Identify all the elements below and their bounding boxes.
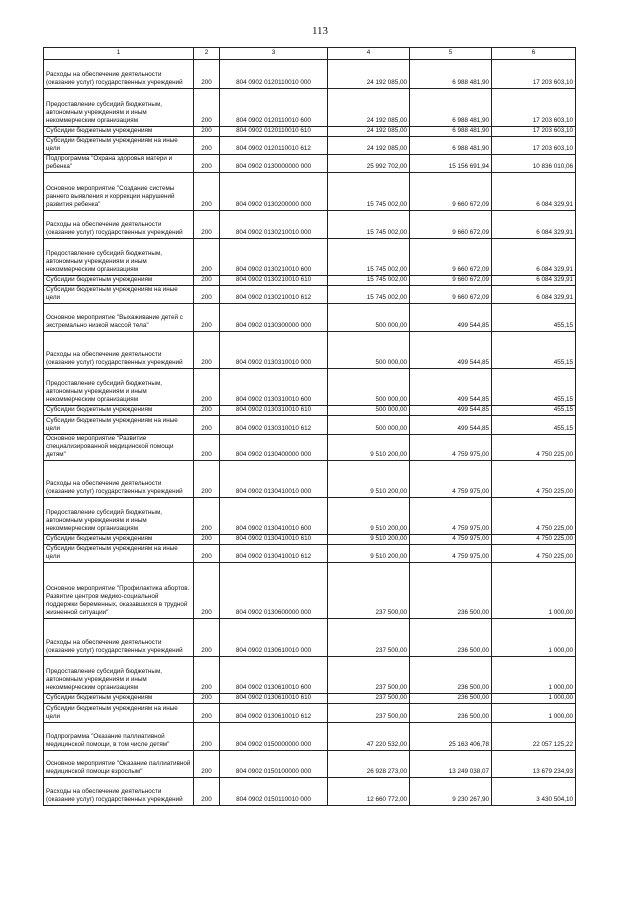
- table-row: [44, 60, 576, 89]
- row-value-6-cell: 455,15: [492, 332, 576, 369]
- column-header: 3: [220, 48, 328, 60]
- row-value-6-cell: 4 750 225,00: [492, 461, 576, 498]
- row-value-6-cell: 17 203 603,10: [492, 89, 576, 127]
- row-value-6-cell: 1 000,00: [492, 563, 576, 619]
- row-kbk-cell: 804 0902 0130610010 000: [220, 619, 328, 657]
- table-row: [44, 694, 576, 704]
- row-code-cell: 200: [194, 332, 220, 369]
- row-name-cell: Предоставление субсидий бюджетным, автономным учреждениям и иным некоммерческим организациям: [44, 239, 194, 276]
- row-code-cell: 200: [194, 60, 220, 89]
- column-header: 5: [410, 48, 492, 60]
- row-code-cell: 200: [194, 127, 220, 137]
- row-value-4-cell: 15 745 002,00: [328, 286, 410, 304]
- row-value-5-cell: 236 500,00: [410, 657, 492, 694]
- row-value-6-cell: 4 750 225,00: [492, 435, 576, 461]
- row-value-5-cell: 236 500,00: [410, 563, 492, 619]
- row-kbk-cell: 804 0902 0130410010 000: [220, 461, 328, 498]
- row-code-cell: 200: [194, 461, 220, 498]
- table-row: [44, 545, 576, 563]
- row-code-cell: 200: [194, 694, 220, 704]
- row-value-4-cell: 15 745 002,00: [328, 211, 410, 239]
- row-kbk-cell: 804 0902 0130410010 610: [220, 535, 328, 545]
- row-kbk-cell: 804 0902 0120110010 600: [220, 89, 328, 127]
- row-value-4-cell: 500 000,00: [328, 369, 410, 406]
- row-value-4-cell: 237 500,00: [328, 704, 410, 723]
- row-value-4-cell: 47 220 532,00: [328, 723, 410, 751]
- table-row: [44, 619, 576, 657]
- row-value-6-cell: 17 203 603,10: [492, 137, 576, 155]
- page-number: 113: [311, 25, 329, 37]
- row-value-5-cell: 25 163 406,78: [410, 723, 492, 751]
- row-code-cell: 200: [194, 498, 220, 535]
- row-name-cell: Основное мероприятие "Создание системы раннего выявления и коррекции нарушений развития ребенка": [44, 173, 194, 211]
- column-header: 2: [194, 48, 220, 60]
- row-code-cell: 200: [194, 276, 220, 286]
- row-code-cell: 200: [194, 211, 220, 239]
- row-kbk-cell: 804 0902 0130610010 612: [220, 704, 328, 723]
- row-name-cell: Подпрограмма "Оказание паллиативной медицинской помощи, в том числе детям": [44, 723, 194, 751]
- row-code-cell: 200: [194, 435, 220, 461]
- row-kbk-cell: 804 0902 0150110010 000: [220, 778, 328, 806]
- row-name-cell: Подпрограмма "Охрана здоровья матери и ребенка": [44, 155, 194, 173]
- row-value-5-cell: 4 759 975,00: [410, 435, 492, 461]
- table-row: [44, 239, 576, 276]
- row-value-4-cell: 9 510 200,00: [328, 535, 410, 545]
- row-kbk-cell: 804 0902 0130000000 000: [220, 155, 328, 173]
- row-value-6-cell: 6 084 329,91: [492, 239, 576, 276]
- row-value-5-cell: 6 988 481,90: [410, 89, 492, 127]
- row-kbk-cell: 804 0902 0130610010 610: [220, 694, 328, 704]
- row-value-5-cell: 9 660 672,09: [410, 276, 492, 286]
- row-name-cell: Субсидии бюджетным учреждениям: [44, 406, 194, 416]
- row-value-4-cell: 24 192 085,00: [328, 89, 410, 127]
- row-value-6-cell: 4 750 225,00: [492, 535, 576, 545]
- row-value-5-cell: 4 759 975,00: [410, 545, 492, 563]
- row-kbk-cell: 804 0902 0130610010 600: [220, 657, 328, 694]
- row-value-5-cell: 499 544,85: [410, 304, 492, 332]
- row-value-4-cell: 24 192 085,00: [328, 127, 410, 137]
- table-row: [44, 704, 576, 723]
- row-code-cell: 200: [194, 778, 220, 806]
- row-value-5-cell: 9 230 267,90: [410, 778, 492, 806]
- row-kbk-cell: 804 0902 0130400000 000: [220, 435, 328, 461]
- row-value-4-cell: 25 992 702,00: [328, 155, 410, 173]
- table-row: [44, 304, 576, 332]
- row-value-4-cell: 24 192 085,00: [328, 60, 410, 89]
- row-kbk-cell: 804 0902 0150100000 000: [220, 751, 328, 778]
- table-row: [44, 563, 576, 619]
- table-row: [44, 435, 576, 461]
- table-row: [44, 723, 576, 751]
- row-value-5-cell: 499 544,85: [410, 332, 492, 369]
- row-value-4-cell: 15 745 002,00: [328, 173, 410, 211]
- row-value-5-cell: 499 544,85: [410, 416, 492, 435]
- table-row: [44, 276, 576, 286]
- row-name-cell: Субсидии бюджетным учреждениям на иные цели: [44, 416, 194, 435]
- row-kbk-cell: 804 0902 0120110010 612: [220, 137, 328, 155]
- row-kbk-cell: 804 0902 0130210010 610: [220, 276, 328, 286]
- row-value-6-cell: 6 084 329,91: [492, 286, 576, 304]
- table-row: [44, 89, 576, 127]
- table-row: [44, 461, 576, 498]
- row-kbk-cell: 804 0902 0120110010 610: [220, 127, 328, 137]
- row-name-cell: Предоставление субсидий бюджетным, автономным учреждениям и иным некоммерческим организациям: [44, 369, 194, 406]
- row-name-cell: Предоставление субсидий бюджетным, автономным учреждениям и иным некоммерческим организациям: [44, 498, 194, 535]
- row-value-4-cell: 500 000,00: [328, 416, 410, 435]
- row-kbk-cell: 804 0902 0130410010 612: [220, 545, 328, 563]
- row-value-6-cell: 455,15: [492, 416, 576, 435]
- row-value-6-cell: 6 084 329,91: [492, 276, 576, 286]
- table-row: [44, 406, 576, 416]
- table-header-row: [44, 48, 576, 60]
- row-value-6-cell: 455,15: [492, 304, 576, 332]
- row-value-4-cell: 9 510 200,00: [328, 461, 410, 498]
- row-value-6-cell: 3 430 504,10: [492, 778, 576, 806]
- row-code-cell: 200: [194, 173, 220, 211]
- row-code-cell: 200: [194, 239, 220, 276]
- row-name-cell: Субсидии бюджетным учреждениям на иные цели: [44, 545, 194, 563]
- row-value-4-cell: 15 745 002,00: [328, 239, 410, 276]
- row-name-cell: Основное мероприятие "Развитие специализированной медицинской помощи детям": [44, 435, 194, 461]
- row-code-cell: 200: [194, 304, 220, 332]
- row-code-cell: 200: [194, 535, 220, 545]
- row-value-4-cell: 500 000,00: [328, 332, 410, 369]
- row-value-5-cell: 4 759 975,00: [410, 535, 492, 545]
- row-value-5-cell: 236 500,00: [410, 619, 492, 657]
- row-value-6-cell: 17 203 603,10: [492, 60, 576, 89]
- row-value-6-cell: 22 057 125,22: [492, 723, 576, 751]
- row-code-cell: 200: [194, 704, 220, 723]
- row-kbk-cell: 804 0902 0130310010 000: [220, 332, 328, 369]
- row-code-cell: 200: [194, 545, 220, 563]
- row-value-5-cell: 9 660 672,09: [410, 211, 492, 239]
- row-value-5-cell: 236 500,00: [410, 704, 492, 723]
- row-kbk-cell: 804 0902 0130200000 000: [220, 173, 328, 211]
- row-value-6-cell: 1 000,00: [492, 657, 576, 694]
- row-name-cell: Субсидии бюджетным учреждениям: [44, 127, 194, 137]
- row-name-cell: Основное мероприятие "Профилактика абортов. Развитие центров медико-социальной поддержки беременных, оказавшихся в трудной жизненной ситуации": [44, 563, 194, 619]
- row-name-cell: Субсидии бюджетным учреждениям на иные цели: [44, 286, 194, 304]
- table-row: [44, 751, 576, 778]
- row-value-6-cell: 1 000,00: [492, 694, 576, 704]
- row-kbk-cell: 804 0902 0130210010 000: [220, 211, 328, 239]
- row-value-4-cell: 15 745 002,00: [328, 276, 410, 286]
- row-name-cell: Основное мероприятие "Оказание паллиативной медицинской помощи взрослым": [44, 751, 194, 778]
- row-value-5-cell: 9 660 672,09: [410, 286, 492, 304]
- row-value-5-cell: 6 988 481,90: [410, 127, 492, 137]
- row-name-cell: Субсидии бюджетным учреждениям на иные цели: [44, 137, 194, 155]
- row-value-4-cell: 24 192 085,00: [328, 137, 410, 155]
- table-row: [44, 211, 576, 239]
- row-value-6-cell: 10 836 010,06: [492, 155, 576, 173]
- row-value-5-cell: 9 660 672,09: [410, 173, 492, 211]
- row-code-cell: 200: [194, 286, 220, 304]
- row-code-cell: 200: [194, 416, 220, 435]
- row-value-4-cell: 9 510 200,00: [328, 435, 410, 461]
- row-name-cell: Расходы на обеспечение деятельности (оказание услуг) государственных учреждений: [44, 619, 194, 657]
- row-name-cell: Расходы на обеспечение деятельности (оказание услуг) государственных учреждений: [44, 60, 194, 89]
- table-row: [44, 657, 576, 694]
- row-name-cell: Расходы на обеспечение деятельности (оказание услуг) государственных учреждений: [44, 778, 194, 806]
- row-value-5-cell: 236 500,00: [410, 694, 492, 704]
- row-value-6-cell: 13 679 234,93: [492, 751, 576, 778]
- budget-table: [43, 47, 576, 806]
- row-value-4-cell: 237 500,00: [328, 657, 410, 694]
- row-code-cell: 200: [194, 406, 220, 416]
- row-kbk-cell: 804 0902 0130310010 600: [220, 369, 328, 406]
- row-name-cell: Расходы на обеспечение деятельности (оказание услуг) государственных учреждений: [44, 461, 194, 498]
- row-kbk-cell: 804 0902 0150000000 000: [220, 723, 328, 751]
- row-kbk-cell: 804 0902 0130300000 000: [220, 304, 328, 332]
- row-value-5-cell: 4 759 975,00: [410, 461, 492, 498]
- row-kbk-cell: 804 0902 0130210010 600: [220, 239, 328, 276]
- row-value-5-cell: 4 759 975,00: [410, 498, 492, 535]
- row-kbk-cell: 804 0902 0130310010 610: [220, 406, 328, 416]
- row-value-5-cell: 9 660 672,09: [410, 239, 492, 276]
- row-name-cell: Субсидии бюджетным учреждениям на иные цели: [44, 704, 194, 723]
- row-name-cell: Расходы на обеспечение деятельности (оказание услуг) государственных учреждений: [44, 211, 194, 239]
- row-value-4-cell: 500 000,00: [328, 304, 410, 332]
- table-row: [44, 498, 576, 535]
- row-code-cell: 200: [194, 751, 220, 778]
- table-row: [44, 369, 576, 406]
- row-kbk-cell: 804 0902 0130410010 600: [220, 498, 328, 535]
- column-header: 4: [328, 48, 410, 60]
- row-value-6-cell: 17 203 603,10: [492, 127, 576, 137]
- row-name-cell: Предоставление субсидий бюджетным, автономным учреждениям и иным некоммерческим организациям: [44, 89, 194, 127]
- row-value-4-cell: 26 928 273,00: [328, 751, 410, 778]
- row-code-cell: 200: [194, 137, 220, 155]
- row-code-cell: 200: [194, 563, 220, 619]
- column-header: 6: [492, 48, 576, 60]
- row-value-5-cell: 15 156 691,94: [410, 155, 492, 173]
- row-code-cell: 200: [194, 155, 220, 173]
- row-value-4-cell: 500 000,00: [328, 406, 410, 416]
- table-row: [44, 155, 576, 173]
- row-value-4-cell: 12 660 772,00: [328, 778, 410, 806]
- table-row: [44, 332, 576, 369]
- row-value-6-cell: 6 084 329,91: [492, 211, 576, 239]
- row-value-5-cell: 499 544,85: [410, 406, 492, 416]
- table-row: [44, 127, 576, 137]
- row-name-cell: Основное мероприятие "Выхаживание детей с экстремально низкой массой тела": [44, 304, 194, 332]
- row-code-cell: 200: [194, 619, 220, 657]
- row-value-4-cell: 237 500,00: [328, 694, 410, 704]
- row-value-6-cell: 6 084 329,91: [492, 173, 576, 211]
- row-value-6-cell: 455,15: [492, 369, 576, 406]
- row-kbk-cell: 804 0902 0130210010 612: [220, 286, 328, 304]
- table-row: [44, 535, 576, 545]
- column-header: 1: [44, 48, 194, 60]
- table-row: [44, 173, 576, 211]
- row-value-5-cell: 6 988 481,90: [410, 137, 492, 155]
- row-kbk-cell: 804 0902 0130600000 000: [220, 563, 328, 619]
- row-value-4-cell: 237 500,00: [328, 563, 410, 619]
- row-value-5-cell: 6 988 481,90: [410, 60, 492, 89]
- table-row: [44, 778, 576, 806]
- row-value-6-cell: 4 750 225,00: [492, 498, 576, 535]
- row-code-cell: 200: [194, 657, 220, 694]
- row-name-cell: Расходы на обеспечение деятельности (оказание услуг) государственных учреждений: [44, 332, 194, 369]
- row-code-cell: 200: [194, 723, 220, 751]
- row-value-6-cell: 1 000,00: [492, 619, 576, 657]
- row-code-cell: 200: [194, 89, 220, 127]
- row-value-5-cell: 13 249 038,07: [410, 751, 492, 778]
- table-row: [44, 286, 576, 304]
- row-name-cell: Субсидии бюджетным учреждениям: [44, 694, 194, 704]
- row-code-cell: 200: [194, 369, 220, 406]
- row-name-cell: Предоставление субсидий бюджетным, автономным учреждениям и иным некоммерческим организациям: [44, 657, 194, 694]
- row-value-4-cell: 9 510 200,00: [328, 545, 410, 563]
- row-name-cell: Субсидии бюджетным учреждениям: [44, 276, 194, 286]
- table-row: [44, 137, 576, 155]
- row-kbk-cell: 804 0902 0120110010 000: [220, 60, 328, 89]
- row-value-4-cell: 237 500,00: [328, 619, 410, 657]
- row-value-5-cell: 499 544,85: [410, 369, 492, 406]
- row-value-6-cell: 1 000,00: [492, 704, 576, 723]
- table-row: [44, 416, 576, 435]
- row-value-6-cell: 455,15: [492, 406, 576, 416]
- row-value-4-cell: 9 510 200,00: [328, 498, 410, 535]
- row-value-6-cell: 4 750 225,00: [492, 545, 576, 563]
- row-kbk-cell: 804 0902 0130310010 612: [220, 416, 328, 435]
- row-name-cell: Субсидии бюджетным учреждениям: [44, 535, 194, 545]
